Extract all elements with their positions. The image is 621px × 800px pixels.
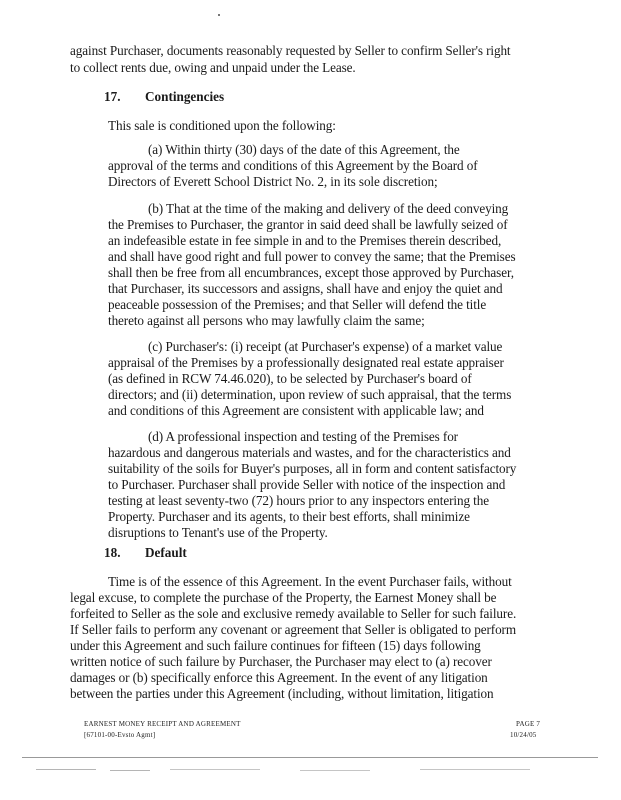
clause-d-line-1: (d) A professional inspection and testing of the Premises for — [148, 429, 458, 444]
clause-a-line-2: approval of the terms and conditions of this Agreement by the Board of — [108, 158, 478, 173]
clause-b-line-7: peaceable possession of the Premises; and that Seller will defend the title — [108, 297, 487, 312]
clause-a-line-3: Directors of Everett School District No. 2, in its sole discretion; — [108, 174, 438, 189]
section-18-title: Default — [145, 545, 187, 560]
clause-d-line-6: Property. Purchaser and its agents, to their best efforts, shall minimize — [108, 509, 470, 524]
footer-date: 10/24/05 — [510, 731, 537, 739]
scan-mark-1 — [36, 769, 96, 770]
clause-d-line-7: disruptions to Tenant's use of the Property. — [108, 525, 328, 540]
footer-document-title: EARNEST MONEY RECEIPT AND AGREEMENT — [84, 720, 241, 728]
clause-d-line-3: suitability of the soils for Buyer's purposes, all in form and content satisfactory — [108, 461, 517, 476]
clause-b-line-4: and shall have good right and full power to convey the same; that the Premises — [108, 249, 516, 264]
footer-document-code: [67101-00-Evsto Agmt] — [84, 731, 156, 739]
section-17-number: 17. — [104, 89, 121, 104]
scan-speck — [218, 14, 220, 16]
clause-b-line-3: an indefeasible estate in fee simple in and to the Premises therein described, — [108, 233, 502, 248]
default-line-6: written notice of such failure by Purchaser, the Purchaser may elect to (a) recover — [70, 654, 492, 669]
scan-mark-2 — [110, 770, 150, 771]
scan-mark-4 — [300, 770, 370, 771]
default-line-8: between the parties under this Agreement (including, without limitation, litigation — [70, 686, 494, 701]
clause-b-line-8: thereto against all persons who may lawfully claim the same; — [108, 313, 425, 328]
clause-b-line-5: shall then be free from all encumbrances, except those approved by Purchaser, — [108, 265, 514, 280]
default-line-7: damages or (b) specifically enforce this Agreement. In the event of any litigation — [70, 670, 488, 685]
section-17-title: Contingencies — [145, 89, 225, 104]
intro-line-1: against Purchaser, documents reasonably requested by Seller to confirm Seller's right — [70, 43, 511, 58]
scan-mark-3 — [170, 769, 260, 770]
clause-c-line-5: and conditions of this Agreement are consistent with applicable law; and — [108, 403, 484, 418]
section-18-number: 18. — [104, 545, 121, 560]
section-17-lead: This sale is conditioned upon the following: — [108, 118, 336, 133]
clause-d-line-2: hazardous and dangerous materials and wastes, and for the characteristics and — [108, 445, 511, 460]
clause-c-line-1: (c) Purchaser's: (i) receipt (at Purchaser's expense) of a market value — [148, 339, 503, 354]
clause-c-line-3: (as defined in RCW 74.46.020), to be selected by Purchaser's board of — [108, 371, 472, 386]
clause-c-line-2: appraisal of the Premises by a professionally designated real estate appraiser — [108, 355, 504, 370]
intro-line-2: to collect rents due, owing and unpaid under the Lease. — [70, 60, 356, 75]
scan-bottom-rule — [22, 757, 598, 758]
clause-a-line-1: (a) Within thirty (30) days of the date of this Agreement, the — [148, 142, 460, 157]
footer-page-number: PAGE 7 — [516, 720, 541, 728]
default-line-2: legal excuse, to complete the purchase of the Property, the Earnest Money shall be — [70, 590, 497, 605]
default-line-3: forfeited to Seller as the sole and exclusive remedy available to Seller for such failure. — [70, 606, 517, 621]
clause-d-line-4: to Purchaser. Purchaser shall provide Seller with notice of the inspection and — [108, 477, 506, 492]
clause-b-line-2: the Premises to Purchaser, the grantor in said deed shall be lawfully seized of — [108, 217, 508, 232]
clause-c-line-4: directors; and (ii) determination, upon review of such appraisal, that the terms — [108, 387, 512, 402]
default-line-1: Time is of the essence of this Agreement. In the event Purchaser fails, without — [108, 574, 512, 589]
clause-b-line-1: (b) That at the time of the making and delivery of the deed conveying — [148, 201, 509, 216]
scan-mark-5 — [420, 769, 530, 770]
clause-d-line-5: testing at least seventy-two (72) hours prior to any inspectors entering the — [108, 493, 489, 508]
clause-b-line-6: that Purchaser, its successors and assigns, shall have and enjoy the quiet and — [108, 281, 503, 296]
default-line-4: If Seller fails to perform any covenant or agreement that Seller is obligated to perform — [70, 622, 517, 637]
default-line-5: under this Agreement and such failure continues for fifteen (15) days following — [70, 638, 481, 653]
